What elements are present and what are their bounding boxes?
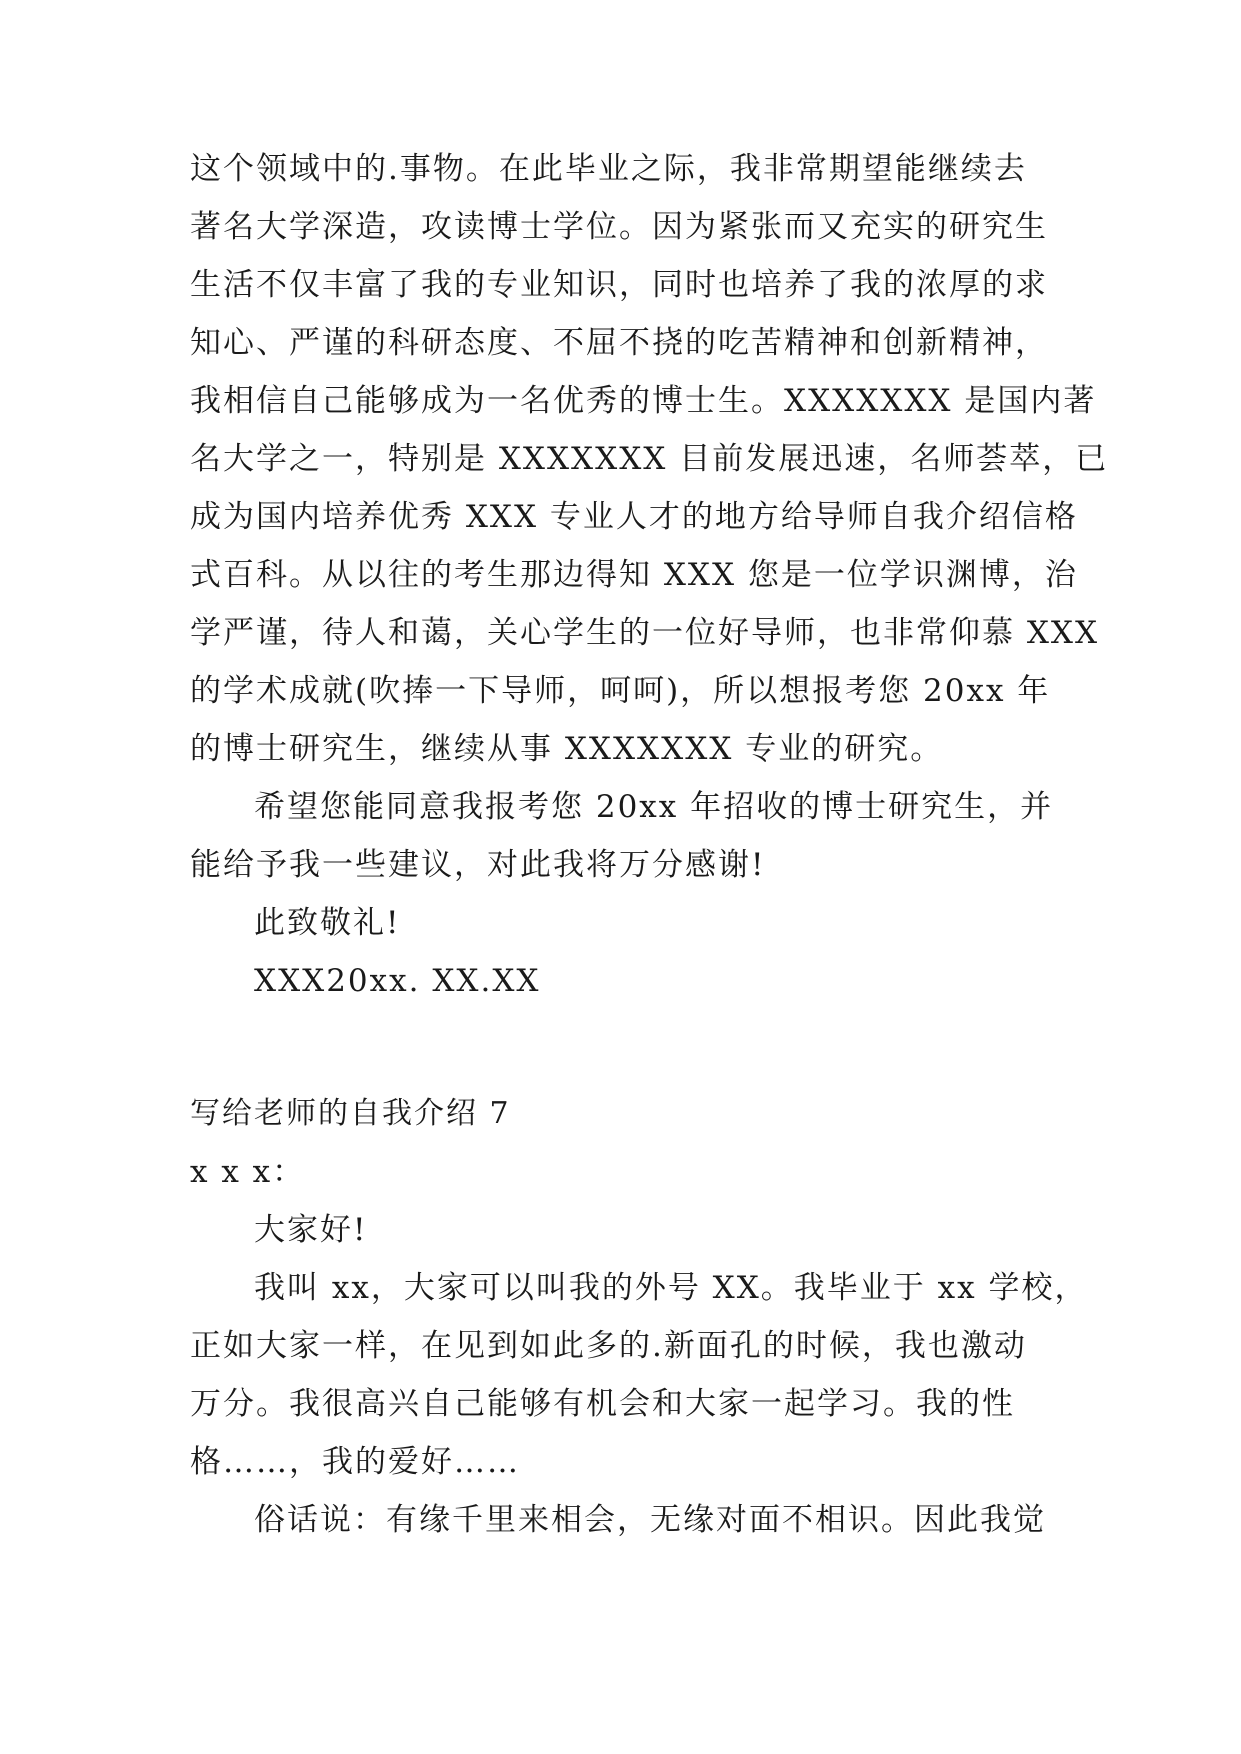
paragraph-line: 名大学之一，特别是 XXXXXXX 目前发展迅速，名师荟萃，已: [190, 441, 1109, 477]
paragraph-line: 我相信自己能够成为一名优秀的博士生。XXXXXXX 是国内著: [190, 383, 1097, 419]
paragraph-line: 生活不仅丰富了我的专业知识，同时也培养了我的浓厚的求: [190, 267, 1048, 303]
paragraph-line: 的博士研究生，继续从事 XXXXXXX 专业的研究。: [190, 731, 944, 767]
paragraph-line: 这个领域中的.事物。在此毕业之际，我非常期望能继续去: [190, 151, 1027, 187]
paragraph-line: 成为国内培养优秀 XXX 专业人才的地方给导师自我介绍信格: [190, 499, 1078, 535]
paragraph-line: 知心、严谨的科研态度、不屈不挠的吃苦精神和创新精神，: [190, 325, 1048, 361]
section-title: 写给老师的自我介绍 7: [190, 1096, 511, 1131]
paragraph-line: 希望您能同意我报考您 20xx 年招收的博士研究生，并: [254, 789, 1054, 825]
paragraph-line: 著名大学深造，攻读博士学位。因为紧张而又充实的研究生: [190, 209, 1048, 245]
paragraph-line: 学严谨，待人和蔼，关心学生的一位好导师，也非常仰慕 XXX: [190, 615, 1100, 651]
paragraph-line: 正如大家一样，在见到如此多的.新面孔的时候，我也激动: [190, 1328, 1027, 1364]
signature-text: XXX20xx. XX.XX: [254, 963, 541, 999]
paragraph-line: 万分。我很高兴自己能够有机会和大家一起学习。我的性: [190, 1386, 1015, 1422]
salutation-text: x x x：: [190, 1154, 306, 1190]
paragraph-line: 的学术成就(吹捧一下导师，呵呵)，所以想报考您 20xx 年: [190, 673, 1051, 709]
letter-body-section-2: [190, 1085, 1088, 1549]
paragraph-line: 格……，我的爱好……: [190, 1444, 520, 1480]
paragraph-line: 式百科。从以往的考生那边得知 XXX 您是一位学识渊博，治: [190, 557, 1078, 593]
greeting-text: 大家好!: [254, 1212, 368, 1248]
letter-body-section-1: [190, 140, 1109, 1010]
paragraph-line: 能给予我一些建议，对此我将万分感谢!: [190, 847, 766, 883]
closing-text: 此致敬礼!: [254, 905, 401, 941]
paragraph-line: 俗话说：有缘千里来相会，无缘对面不相识。因此我觉: [254, 1502, 1046, 1538]
paragraph-line: 我叫 xx，大家可以叫我的外号 XX。我毕业于 xx 学校，: [254, 1270, 1088, 1306]
